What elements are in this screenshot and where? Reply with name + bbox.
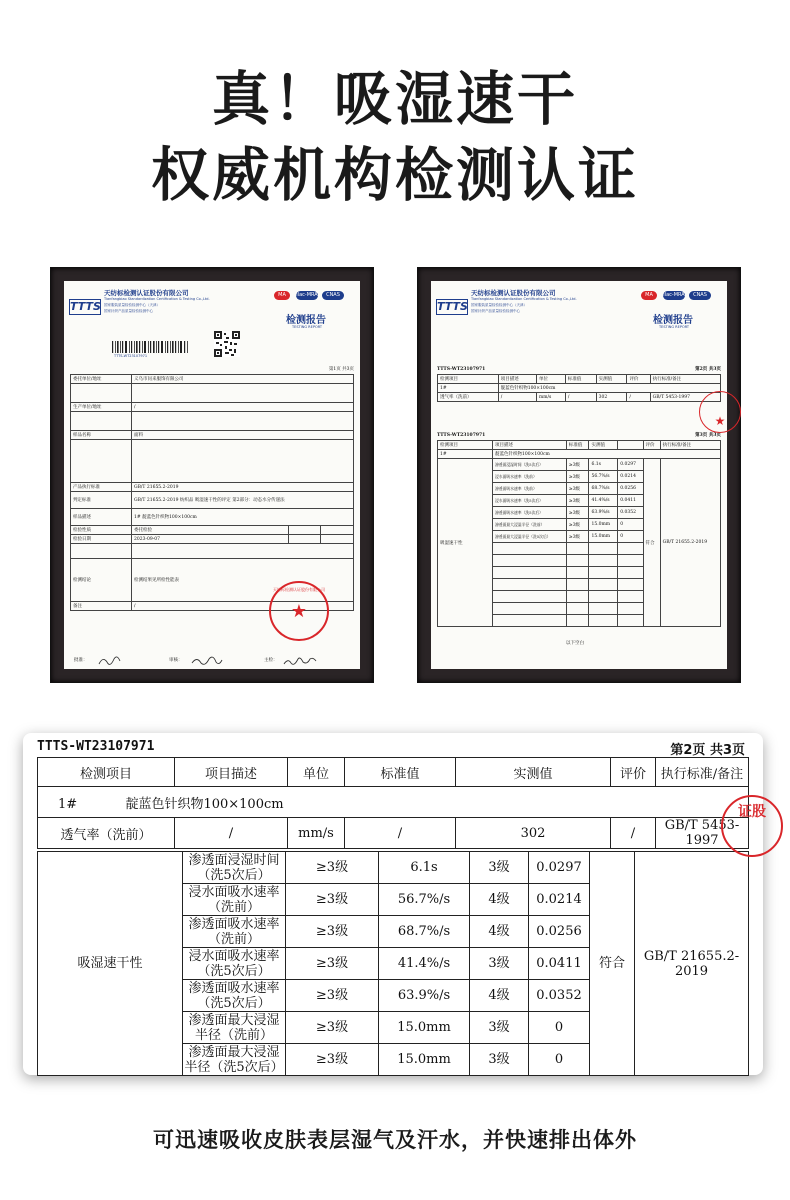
row-label: 备注 bbox=[71, 602, 132, 611]
report-title: 检测报告 bbox=[286, 315, 326, 326]
cell: ≥3级 bbox=[566, 495, 589, 507]
th: 评价 bbox=[627, 375, 650, 384]
row-grade: 3级 bbox=[470, 852, 529, 884]
sample-desc: 靛蓝色针织物100×100cm bbox=[125, 796, 284, 812]
row-std: ≥3级 bbox=[286, 1044, 379, 1076]
th-item: 检测项目 bbox=[38, 758, 175, 787]
row-measured: 6.1s bbox=[379, 852, 470, 884]
air-measured: 302 bbox=[456, 818, 611, 849]
th: 评价 bbox=[643, 441, 660, 450]
badge-ilac: ilac-MRA bbox=[296, 292, 318, 298]
row-value: 0.0352 bbox=[529, 980, 590, 1012]
row-std: ≥3级 bbox=[286, 916, 379, 948]
org-sub3: 国家针织产品质量检验检测中心 bbox=[104, 309, 153, 313]
category: 吸湿速干性 bbox=[38, 852, 183, 1076]
th: 实测值 bbox=[596, 375, 627, 384]
row-label: 检测结论 bbox=[71, 559, 132, 602]
cell: 浸水面吸水速率（洗5次后） bbox=[493, 495, 567, 507]
red-stamp-partial bbox=[699, 391, 741, 433]
red-stamp bbox=[269, 581, 329, 641]
org-sub3: 国家针织产品质量检验检测中心 bbox=[471, 309, 520, 313]
th: 项目描述 bbox=[493, 441, 567, 450]
row-grade: 4级 bbox=[470, 884, 529, 916]
zoom-table-bottom bbox=[37, 851, 749, 1076]
row-value: 0.0256 bbox=[529, 916, 590, 948]
blank-below-note: 以下空白 bbox=[566, 641, 584, 646]
row-value: 义乌市问来服饰有限公司 bbox=[132, 375, 354, 384]
cell: 41.4%/s bbox=[589, 495, 618, 507]
row-value: 面料 bbox=[132, 431, 354, 440]
row-grade: 3级 bbox=[470, 1044, 529, 1076]
th: 执行标准/备注 bbox=[650, 375, 720, 384]
air-unit: mm/s bbox=[288, 818, 345, 849]
eval: 符合 bbox=[643, 459, 660, 627]
handwritten-signatures bbox=[94, 654, 364, 668]
cell: 浸水面吸水速率（洗前） bbox=[493, 471, 567, 483]
eval: 符合 bbox=[590, 852, 635, 1076]
zoom-report-number: TTTS-WT23107971 bbox=[37, 739, 155, 754]
headline-line1: 真！吸湿速干 bbox=[211, 65, 578, 133]
th: 检测项目 bbox=[438, 441, 493, 450]
report-title-en: TESTING REPORT bbox=[292, 325, 323, 329]
row-std: ≥3级 bbox=[286, 852, 379, 884]
th-measured: 实测值 bbox=[456, 758, 611, 787]
row-value: / bbox=[132, 602, 354, 611]
page2-indicator: 第2页 共3页 bbox=[695, 367, 721, 372]
row-label: 检验性质 bbox=[71, 526, 132, 535]
row-value: GB/T 21655.2-2019 纺织品 吸湿速干性的评定 第2部分：动态水分传递法 bbox=[132, 492, 354, 509]
row-grade: 4级 bbox=[470, 916, 529, 948]
row-value: 0.0411 bbox=[529, 948, 590, 980]
cell: ≥3级 bbox=[566, 507, 589, 519]
badge-ma: MA bbox=[274, 291, 290, 300]
page3-table bbox=[437, 440, 721, 627]
row-label: 检验日期 bbox=[71, 535, 132, 544]
th: 项目描述 bbox=[498, 375, 536, 384]
row-measured: 15.0mm bbox=[379, 1044, 470, 1076]
row-desc: 浸水面吸水速率（洗前） bbox=[183, 884, 286, 916]
row-desc: 渗透面浸湿时间（洗5次后） bbox=[183, 852, 286, 884]
row-measured: 41.4%/s bbox=[379, 948, 470, 980]
cert-info-table bbox=[70, 374, 354, 611]
cell: 0.0352 bbox=[618, 507, 643, 519]
badge-cnas: CNAS bbox=[322, 291, 344, 300]
cell: / bbox=[498, 393, 536, 402]
cell: 渗透面吸水速率（洗前） bbox=[493, 483, 567, 495]
row-std: ≥3级 bbox=[286, 1012, 379, 1044]
row-desc: 渗透面最大浸湿半径（洗5次后） bbox=[184, 1044, 284, 1075]
row-desc: 渗透面最大浸湿半径（洗前） bbox=[183, 1012, 286, 1044]
sample-id: 1# bbox=[438, 450, 493, 459]
air-item: 透气率（洗前） bbox=[38, 818, 175, 849]
row-value: 0.0214 bbox=[529, 884, 590, 916]
air-eval: / bbox=[611, 818, 656, 849]
th: 标准值 bbox=[566, 441, 589, 450]
row-value: 1# 靛蓝色针织物100×100cm bbox=[132, 509, 354, 526]
row-std: ≥3级 bbox=[286, 980, 379, 1012]
cell: 透气率（洗前） bbox=[438, 393, 499, 402]
th-eval: 评价 bbox=[611, 758, 656, 787]
cell: 0.0297 bbox=[618, 459, 643, 471]
cell: ≥3级 bbox=[566, 531, 589, 543]
stamp-text: 天纺标检测认证股份有限公司 bbox=[273, 587, 325, 592]
certificate-page-2-3 bbox=[431, 281, 727, 669]
row-desc: 渗透面吸水速率（洗前） bbox=[183, 916, 286, 948]
cell: / bbox=[565, 393, 596, 402]
zoomed-report-table bbox=[23, 733, 766, 1075]
badge-ma: MA bbox=[641, 291, 657, 300]
sample-id: 1# bbox=[438, 384, 499, 393]
air-desc: / bbox=[175, 818, 288, 849]
qr-code bbox=[214, 331, 240, 357]
stamp-star-icon: ★ bbox=[290, 601, 308, 622]
row-std: ≥3级 bbox=[286, 948, 379, 980]
cell: 0 bbox=[618, 531, 643, 543]
row-label: 样品名称 bbox=[71, 431, 132, 440]
cell: 15.0mm bbox=[589, 519, 618, 531]
cell: 302 bbox=[596, 393, 627, 402]
cell: ≥3级 bbox=[566, 459, 589, 471]
row-label: 委托单位/地址 bbox=[71, 375, 132, 384]
bottom-caption: 可迅速吸收皮肤表层湿气及汗水，并快速排出体外 bbox=[153, 1128, 637, 1152]
row-value: GB/T 21655.2-2019 bbox=[132, 483, 354, 492]
certificate-frame-left bbox=[51, 268, 373, 682]
zoom-table-top bbox=[37, 757, 749, 849]
row-value: 0 bbox=[529, 1012, 590, 1044]
ttts-logo: TTTS bbox=[70, 300, 101, 313]
cell: ≥3级 bbox=[566, 471, 589, 483]
air-standard: GB/T 5453-1997 bbox=[656, 818, 749, 849]
cell: 0.0214 bbox=[618, 471, 643, 483]
cell: 渗透面吸水速率（洗5次后） bbox=[493, 507, 567, 519]
report-title: 检测报告 bbox=[653, 315, 693, 326]
page2-table bbox=[437, 374, 721, 402]
row-grade: 3级 bbox=[470, 948, 529, 980]
row-value: 委托检验 bbox=[132, 526, 289, 535]
air-std: / bbox=[345, 818, 456, 849]
row-label: 样品描述 bbox=[71, 509, 132, 526]
org-name: 天纺标检测认证股份有限公司 bbox=[471, 289, 556, 297]
sample-desc: 靛蓝色针织物100×100cm bbox=[493, 450, 721, 459]
page3-indicator: 第3页 共3页 bbox=[695, 433, 721, 438]
org-name: 天纺标检测认证股份有限公司 bbox=[104, 289, 189, 297]
cell: 0 bbox=[618, 519, 643, 531]
cell: 渗透面最大浸湿半径（洗5次后） bbox=[493, 531, 567, 543]
cell: 0.0256 bbox=[618, 483, 643, 495]
row-grade: 3级 bbox=[470, 1012, 529, 1044]
zoom-red-stamp-fragment: 证股 bbox=[721, 795, 783, 857]
row-label: 产品执行标准 bbox=[71, 483, 132, 492]
cell: / bbox=[627, 393, 650, 402]
th-std: 标准值 bbox=[345, 758, 456, 787]
sample-desc: 靛蓝色针织物100×100cm bbox=[498, 384, 720, 393]
th: 实测值 bbox=[589, 441, 618, 450]
org-sub1: Tianfangbiao Standardization Certification & Testing Co.,Ltd. bbox=[104, 297, 210, 301]
cell: 56.7%/s bbox=[589, 471, 618, 483]
org-sub1: Tianfangbiao Standardization Certification & Testing Co.,Ltd. bbox=[471, 297, 577, 301]
sig-review: 审核： bbox=[169, 658, 183, 663]
cell: 68.7%/s bbox=[589, 483, 618, 495]
sample-id: 1# bbox=[58, 796, 78, 812]
cell: 6.1s bbox=[589, 459, 618, 471]
cell: ≥3级 bbox=[566, 483, 589, 495]
row-value: 0 bbox=[529, 1044, 590, 1076]
cell: 渗透面浸湿时间（洗5次后） bbox=[493, 459, 567, 471]
row-desc: 浸水面吸水速率（洗5次后） bbox=[183, 948, 286, 980]
row-value: / bbox=[132, 403, 354, 412]
standard: GB/T 21655.2-2019 bbox=[660, 459, 720, 627]
cell: 渗透面最大浸湿半径（洗前） bbox=[493, 519, 567, 531]
report-number: TTTS-WT23107971 bbox=[437, 367, 486, 372]
barcode-number: TTTS-WT23107971 bbox=[114, 354, 148, 358]
row-measured: 68.7%/s bbox=[379, 916, 470, 948]
sig-inspect: 主检： bbox=[264, 658, 278, 663]
row-label: 生产单位/地址 bbox=[71, 403, 132, 412]
badge-ilac: ilac-MRA bbox=[663, 292, 685, 298]
ttts-logo: TTTS bbox=[437, 300, 468, 313]
th: 标准值 bbox=[565, 375, 596, 384]
headline-line2: 权威机构检测认证 bbox=[150, 141, 639, 209]
cell: mm/s bbox=[536, 393, 565, 402]
row-measured: 56.7%/s bbox=[379, 884, 470, 916]
th-unit: 单位 bbox=[288, 758, 345, 787]
cell: ≥3级 bbox=[566, 519, 589, 531]
stamp-star-icon: ★ bbox=[714, 414, 726, 428]
org-sub2: 国家服装质量检验检测中心（天津） bbox=[471, 303, 527, 307]
certificate-frame-right bbox=[418, 268, 740, 682]
th: 执行标准/备注 bbox=[660, 441, 720, 450]
sample-row bbox=[38, 787, 749, 818]
cell: 15.0mm bbox=[589, 531, 618, 543]
row-desc: 渗透面吸水速率（洗5次后） bbox=[183, 980, 286, 1012]
org-sub2: 国家服装质量检验检测中心（天津） bbox=[104, 303, 160, 307]
cell: GB/T 5453-1997 bbox=[650, 393, 720, 402]
row-value: 0.0297 bbox=[529, 852, 590, 884]
zoom-page-indicator: 第2页 共3页 bbox=[670, 743, 745, 758]
sig-approve: 批准： bbox=[74, 658, 88, 663]
row-value: 2023-09-07 bbox=[132, 535, 289, 544]
th-desc: 项目描述 bbox=[175, 758, 288, 787]
row-value: 检测结果见所检性能表 bbox=[132, 559, 354, 602]
cell: 63.9%/s bbox=[589, 507, 618, 519]
row-label: 判定标准 bbox=[71, 492, 132, 509]
report-number: TTTS-WT23107971 bbox=[437, 433, 486, 438]
cell: 0.0411 bbox=[618, 495, 643, 507]
th-standard: 执行标准/备注 bbox=[656, 758, 749, 787]
row-measured: 63.9%/s bbox=[379, 980, 470, 1012]
page-indicator: 第1页 共3页 bbox=[328, 367, 354, 372]
certificate-page-1 bbox=[64, 281, 360, 669]
report-title-en: TESTING REPORT bbox=[659, 325, 690, 329]
row-grade: 4级 bbox=[470, 980, 529, 1012]
badge-cnas: CNAS bbox=[689, 291, 711, 300]
standard: GB/T 21655.2-2019 bbox=[635, 852, 749, 1076]
row-measured: 15.0mm bbox=[379, 1012, 470, 1044]
th: 单位 bbox=[536, 375, 565, 384]
th: 检测项目 bbox=[438, 375, 499, 384]
row-std: ≥3级 bbox=[286, 884, 379, 916]
category: 吸湿速干性 bbox=[438, 459, 493, 627]
